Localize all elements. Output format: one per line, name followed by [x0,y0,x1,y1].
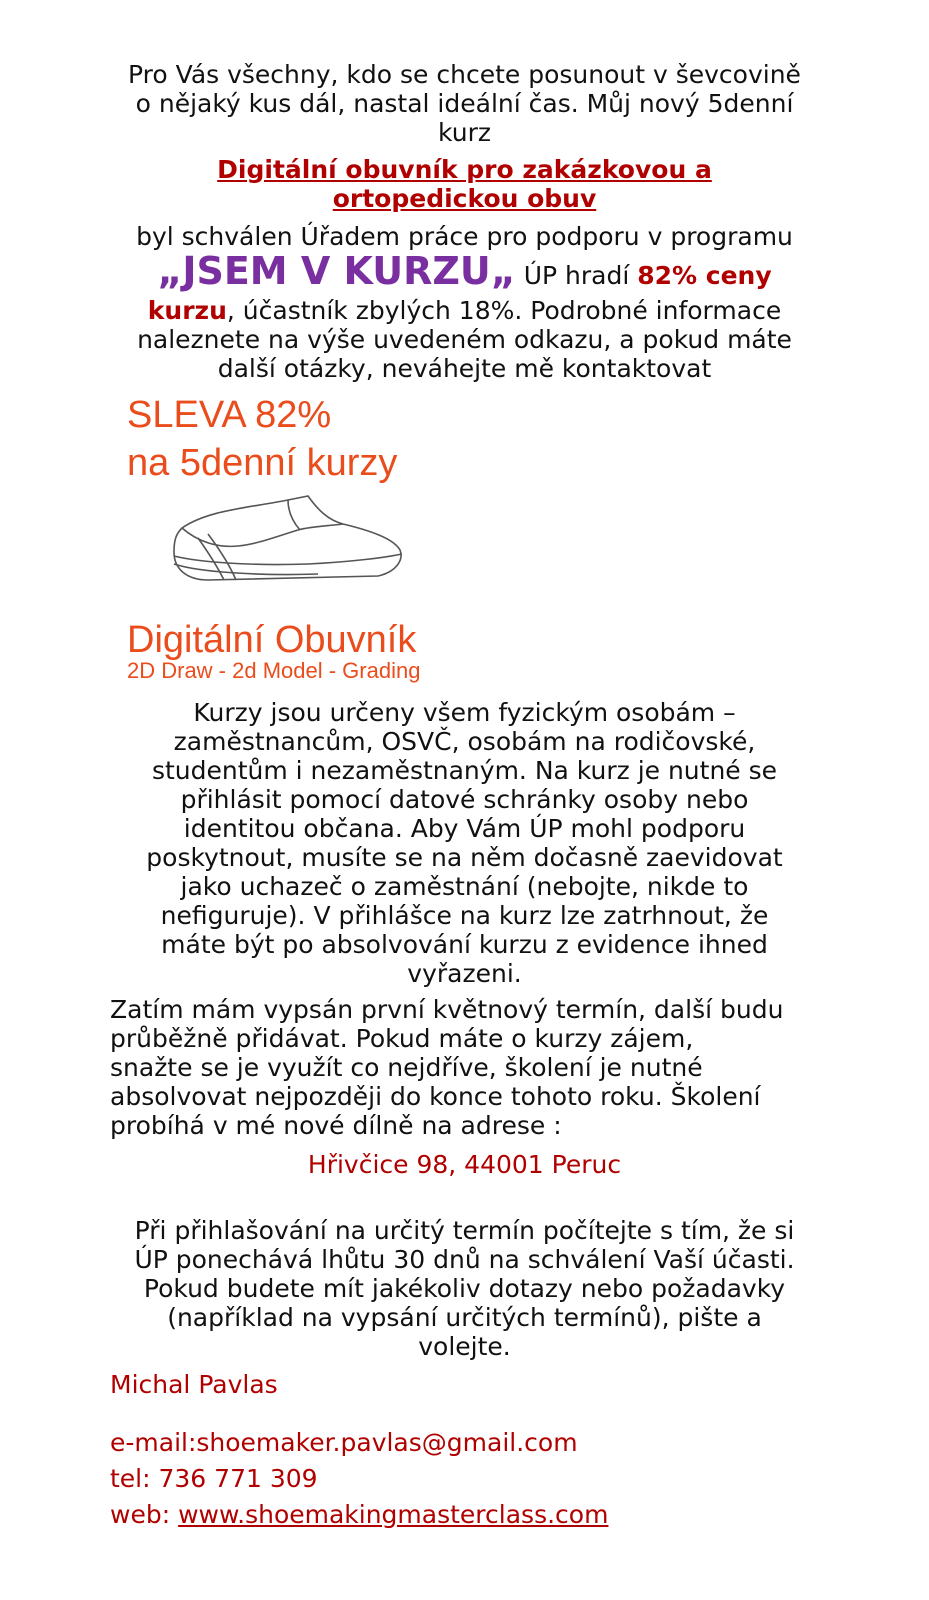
approval-rest: , účastník zbylých 18%. Podrobné informace [226,296,782,325]
discount-line-2: na 5denní kurzy [127,442,398,484]
contact-name: Michal Pavlas [110,1370,278,1399]
contact-web [110,1500,608,1529]
sneaker-outline-icon [168,490,408,595]
notice-text [0,1216,929,1361]
eligibility-line: poskytnout, musíte se na něm dočasně zaevidovat [146,843,783,872]
course-title-line[interactable]: Digitální obuvník pro zakázkovou a [217,155,712,184]
eligibility-line: studentům i nezaměstnaným. Na kurz je nutné se [151,756,778,785]
notice-line: Pokud budete mít jakékoliv dotazy nebo požadavky [143,1274,786,1303]
program-name: „JSEM V KURZU„ [157,249,516,293]
web-label: web: [110,1500,179,1529]
schedule-line: snažte se je využít co nejdříve, školení je nutné [110,1053,703,1082]
notice-line: (například na vypsání určitých termínů), pište a [167,1303,762,1332]
eligibility-line: vyřazeni. [407,959,522,988]
course-title-line[interactable]: ortopedickou obuv [332,184,597,213]
schedule-line: Zatím mám vypsán první květnový termín, další budu [110,995,784,1024]
percent-text-b: kurzu [147,296,227,325]
eligibility-line: zaměstnancům, OSVČ, osobám na rodičovské, [173,727,756,756]
approval-line: byl schválen Úřadem práce pro podporu v programu [136,222,793,251]
approval-line: naleznete na výše uvedeném odkazu, a pokud máte [137,325,792,354]
pays-text: ÚP hradí [515,261,638,290]
intro-line: o nějaký kus dál, nastal ideální čas. Můj nový 5denní [135,89,794,118]
contact-phone[interactable]: tel: 736 771 309 [110,1464,318,1493]
eligibility-line: jako uchazeč o zaměstnání (nebojte, nikde to [180,872,749,901]
eligibility-line: identitou občana. Aby Vám ÚP mohl podporu [183,814,746,843]
notice-line: Při přihlašování na určitý termín počítejte s tím, že si [134,1216,795,1245]
percent-text: 82% ceny [637,261,772,290]
eligibility-line: přihlásit pomocí datové schránky osoby nebo [180,785,749,814]
program-line [0,251,929,296]
course-title-link[interactable] [0,155,929,213]
eligibility-line: Kurzy jsou určeny všem fyzickým osobám – [193,698,736,727]
intro-line: kurz [438,118,491,147]
contact-email[interactable]: e-mail:shoemaker.pavlas@gmail.com [110,1428,578,1457]
approval-text [0,222,929,383]
intro-text [0,60,929,147]
eligibility-line: nefiguruje). V přihlášce na kurz lze zatrhnout, že [160,901,769,930]
eligibility-text [0,698,929,988]
website-link[interactable]: www.shoemakingmasterclass.com [178,1500,609,1529]
approval-line [0,296,929,325]
notice-line: ÚP ponechává lhůtu 30 dnů na schválení Vaší účasti. [134,1245,795,1274]
eligibility-line: máte být po absolvování kurzu z evidence ihned [161,930,768,959]
intro-line: Pro Vás všechny, kdo se chcete posunout v ševcovině [128,60,801,89]
brand-subtitle: 2D Draw - 2d Model - Grading [127,658,421,683]
schedule-line: průběžně přidávat. Pokud máte o kurzy zájem, [110,1024,694,1053]
workshop-address: Hřivčice 98, 44001 Peruc [307,1150,622,1179]
approval-line: další otázky, neváhejte mě kontaktovat [217,354,712,383]
discount-line-1: SLEVA 82% [127,394,332,436]
schedule-line: probíhá v mé nové dílně na adrese : [110,1111,562,1140]
schedule-line: absolvovat nejpozději do konce tohoto roku. Školení [110,1082,761,1111]
brand-name: Digitální Obuvník [127,619,417,661]
notice-line: volejte. [418,1332,511,1361]
schedule-text [110,995,830,1140]
